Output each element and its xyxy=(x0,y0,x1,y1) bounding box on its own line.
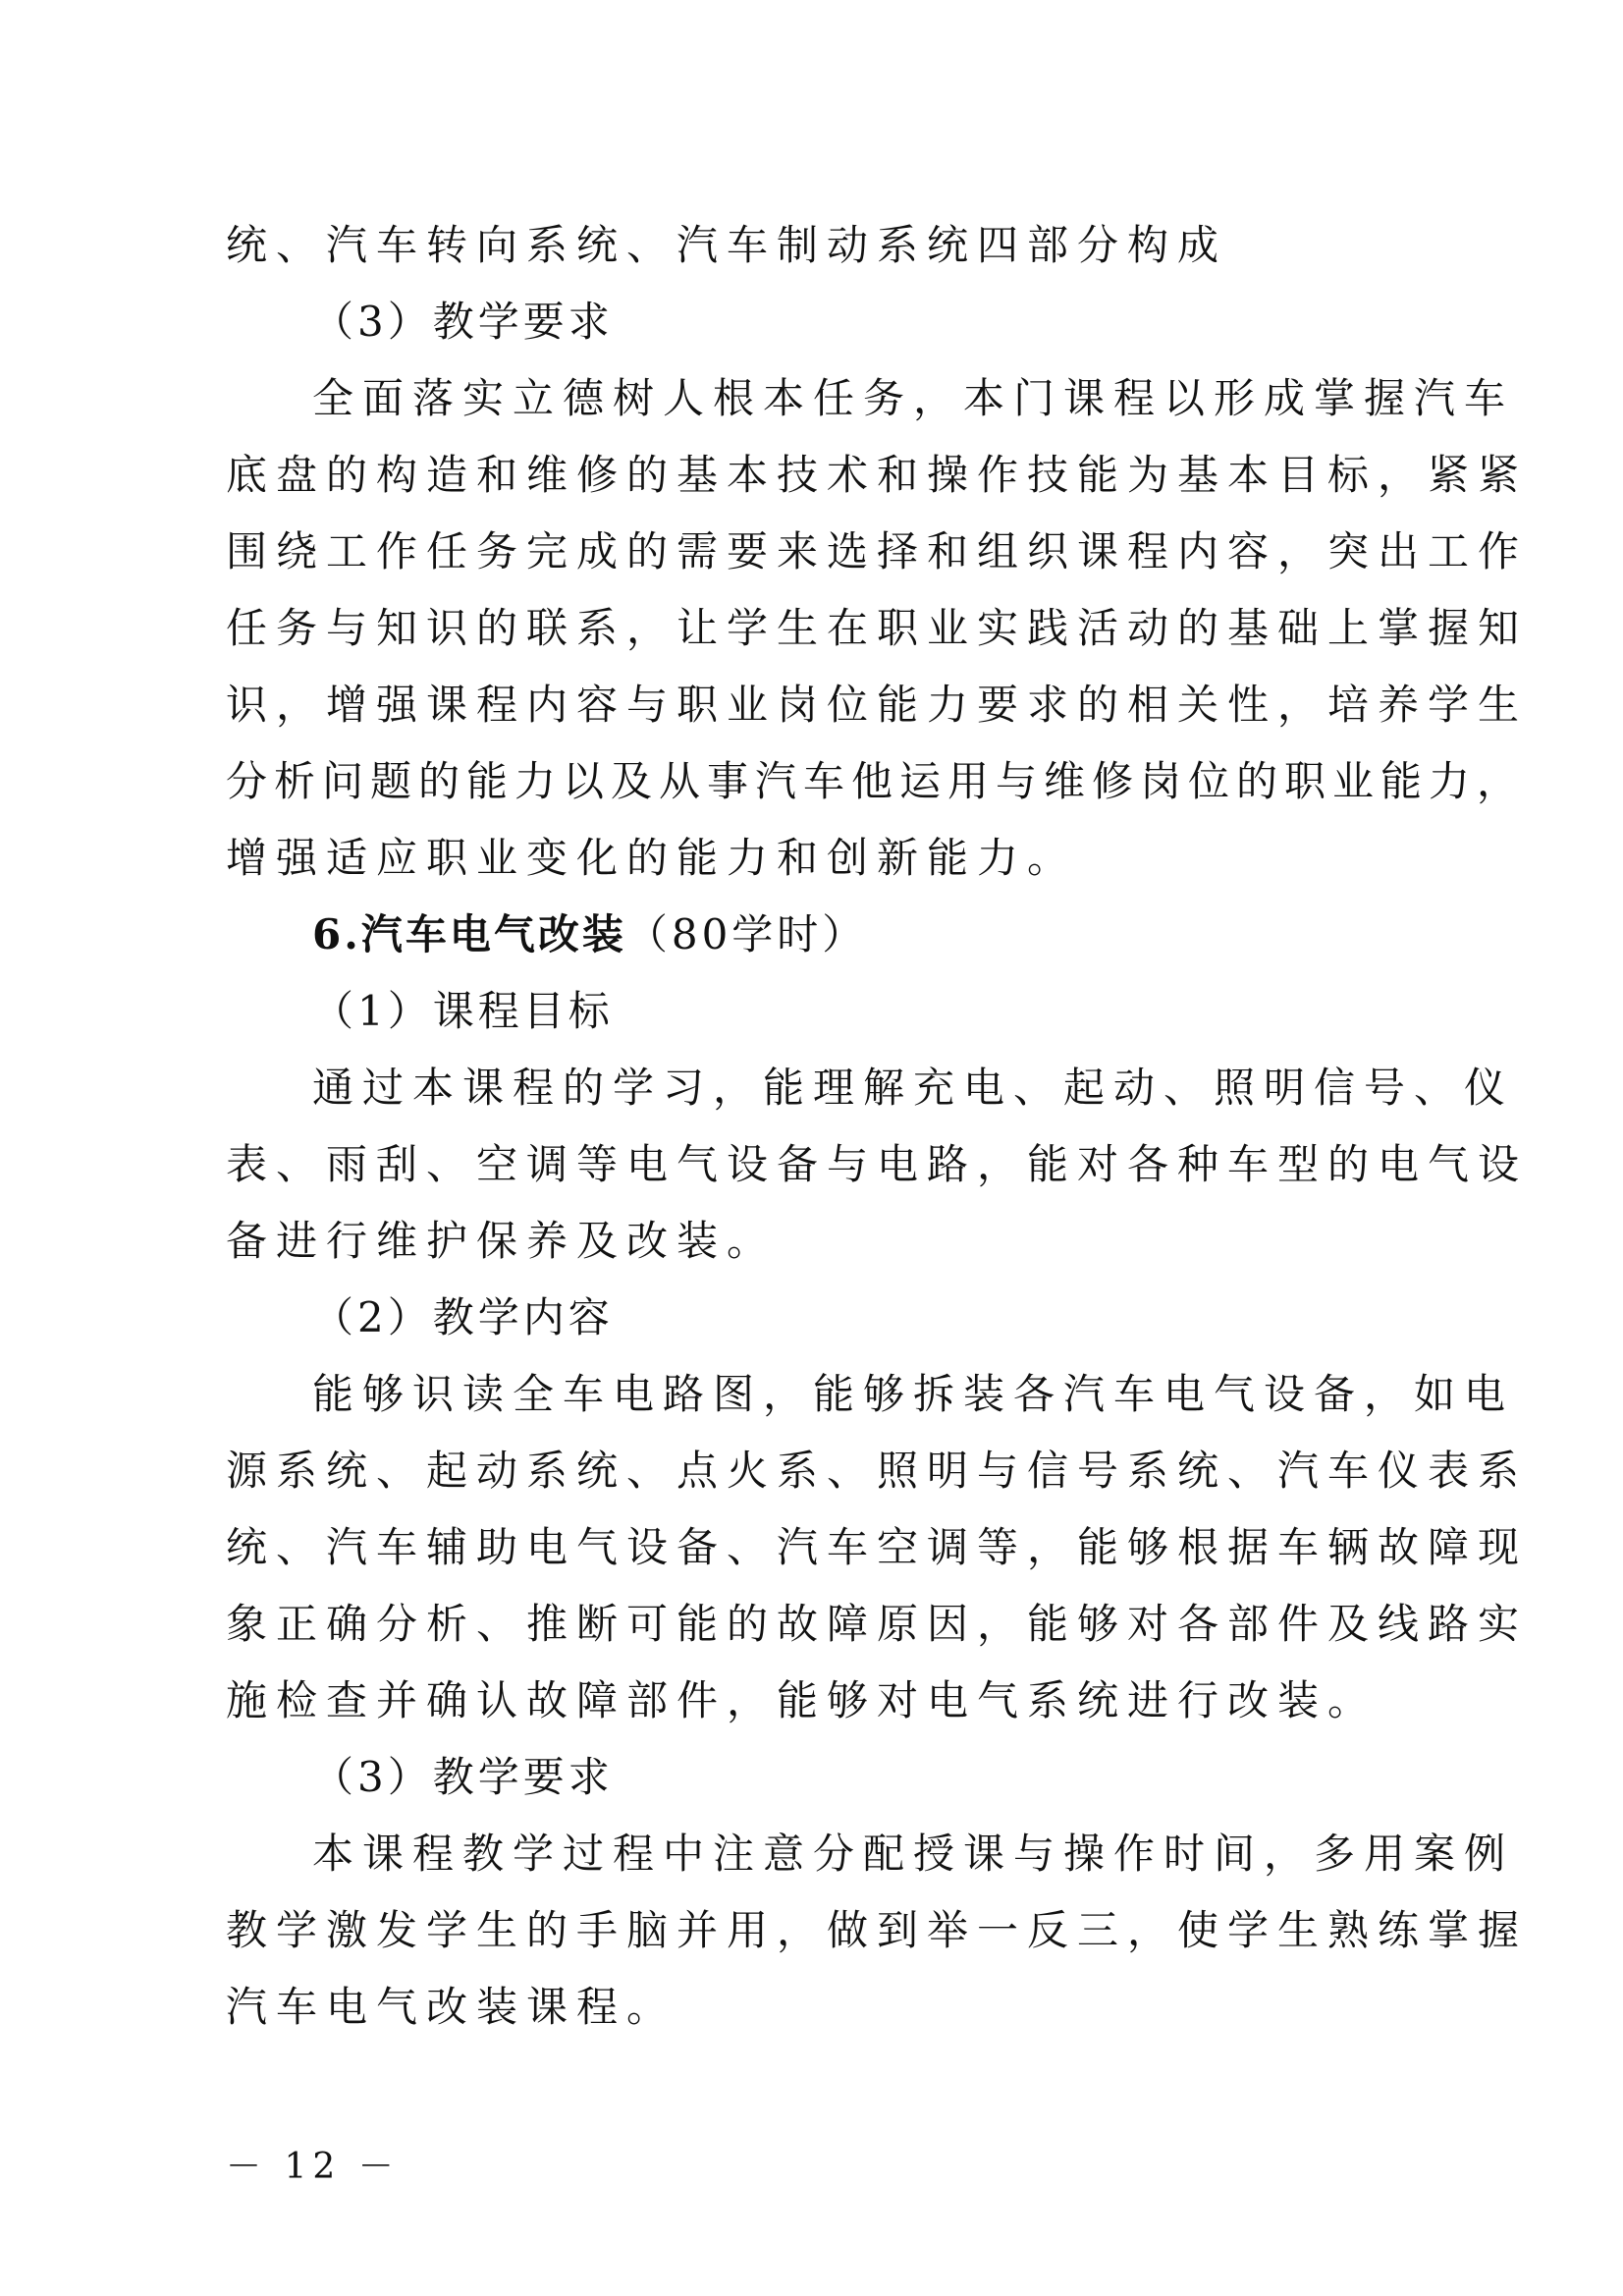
paragraph-line: 汽车电气改装课程。 xyxy=(226,1983,677,2031)
subheading-teaching-requirements: （3）教学要求 xyxy=(312,298,614,346)
page-number: － 12 － xyxy=(226,2147,400,2187)
text-line: 统、汽车转向系统、汽车制动系统四部分构成 xyxy=(226,221,1228,269)
paragraph-line: 通过本课程的学习，能理解充电、起动、照明信号、仪 xyxy=(312,1064,1515,1112)
subheading-teaching-requirements-2: （3）教学要求 xyxy=(312,1753,614,1801)
subheading-course-objectives: （1）课程目标 xyxy=(312,987,614,1035)
paragraph-line: 施检查并确认故障部件，能够对电气系统进行改装。 xyxy=(226,1676,1379,1724)
paragraph-line: 备进行维护保养及改装。 xyxy=(226,1217,778,1265)
subheading-teaching-content: （2）教学内容 xyxy=(312,1293,614,1341)
section-heading-title: 6.汽车电气改装 xyxy=(312,910,626,958)
paragraph-line: 任务与知识的联系，让学生在职业实践活动的基础上掌握知 xyxy=(226,604,1529,652)
paragraph-line: 底盘的构造和维修的基本技术和操作技能为基本目标，紧紧 xyxy=(226,451,1529,499)
paragraph-line: 教学激发学生的手脑并用，做到举一反三，使学生熟练掌握 xyxy=(226,1906,1529,1954)
section-heading-hours: （80学时） xyxy=(625,910,868,958)
paragraph-line: 全面落实立德树人根本任务，本门课程以形成掌握汽车 xyxy=(312,374,1515,422)
paragraph-line: 统、汽车辅助电气设备、汽车空调等，能够根据车辆故障现 xyxy=(226,1523,1529,1571)
paragraph-line: 源系统、起动系统、点火系、照明与信号系统、汽车仪表系 xyxy=(226,1447,1529,1495)
paragraph-line: 象正确分析、推断可能的故障原因，能够对各部件及线路实 xyxy=(226,1600,1529,1648)
paragraph-line: 本课程教学过程中注意分配授课与操作时间，多用案例 xyxy=(312,1830,1515,1878)
paragraph-line: 表、雨刮、空调等电气设备与电路，能对各种车型的电气设 xyxy=(226,1140,1529,1188)
paragraph-line: 能够识读全车电路图，能够拆装各汽车电气设备，如电 xyxy=(312,1370,1515,1418)
paragraph-line: 分析问题的能力以及从事汽车他运用与维修岗位的职业能力， xyxy=(226,757,1526,805)
section-heading xyxy=(312,905,867,964)
paragraph-line: 识，增强课程内容与职业岗位能力要求的相关性，培养学生 xyxy=(226,681,1529,729)
paragraph-line: 增强适应职业变化的能力和创新能力。 xyxy=(226,834,1078,882)
paragraph-line: 围绕工作任务完成的需要来选择和组织课程内容，突出工作 xyxy=(226,527,1529,575)
